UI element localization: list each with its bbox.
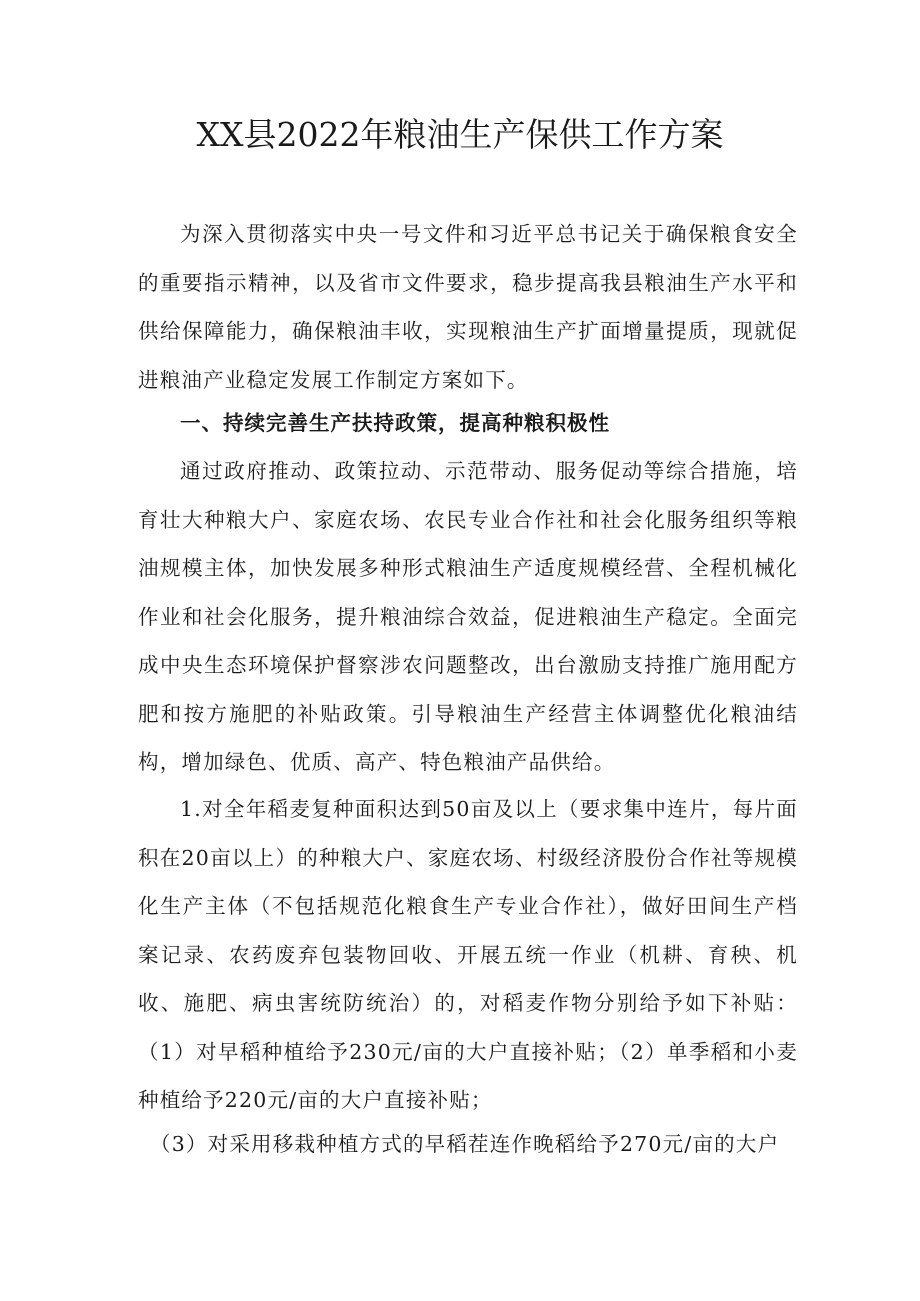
section-1-heading: 一、持续完善生产扶持政策，提高种粮积极性 <box>180 411 610 435</box>
item-1-sub-3-paragraph: （3）对采用移栽种植方式的早稻茬连作晚稻给予270元/亩的大户 <box>150 1132 780 1156</box>
item-1-paragraph: 1.对全年稻麦复种面积达到50亩及以上（要求集中连片，每片面积在20亩以上）的种粮大户、家庭农场、村级经济股份合作社等规模化生产主体（不包括规范化粮食生产专业合作社），做好田间生产档案记录、农药废弃包装物回收、开展五统一作业（机耕、育秧、机收、施肥、病虫害统防统治）的，对稻麦作物分别给予如下补贴：（1）对早稻种植给予230元/亩的大户直接补贴；（2）单季稻和小麦种植给予220元/亩的大户直接补贴； <box>138 797 798 1112</box>
section-1-paragraph: 通过政府推动、政策拉动、示范带动、服务促动等综合措施，培育壮大种粮大户、家庭农场、农民专业合作社和社会化服务组织等粮油规模主体，加快发展多种形式粮油生产适度规模经营、全程机械化作业和社会化服务，提升粮油综合效益，促进粮油生产稳定。全面完成中央生态环境保护督察涉农问题整改，出台激励支持推广施用配方肥和按方施肥的补贴政策。引导粮油生产经营主体调整优化粮油结构，增加绿色、优质、高产、特色粮油产品供给。 <box>138 459 798 774</box>
intro-paragraph: 为深入贯彻落实中央一号文件和习近平总书记关于确保粮食安全的重要指示精神，以及省市文件要求，稳步提高我县粮油生产水平和供给保障能力，确保粮油丰收，实现粮油生产扩面增量提质，现就促进粮油产业稳定发展工作制定方案如下。 <box>138 222 798 392</box>
document-title: XX县2022年粮油生产保供工作方案 <box>196 115 724 154</box>
